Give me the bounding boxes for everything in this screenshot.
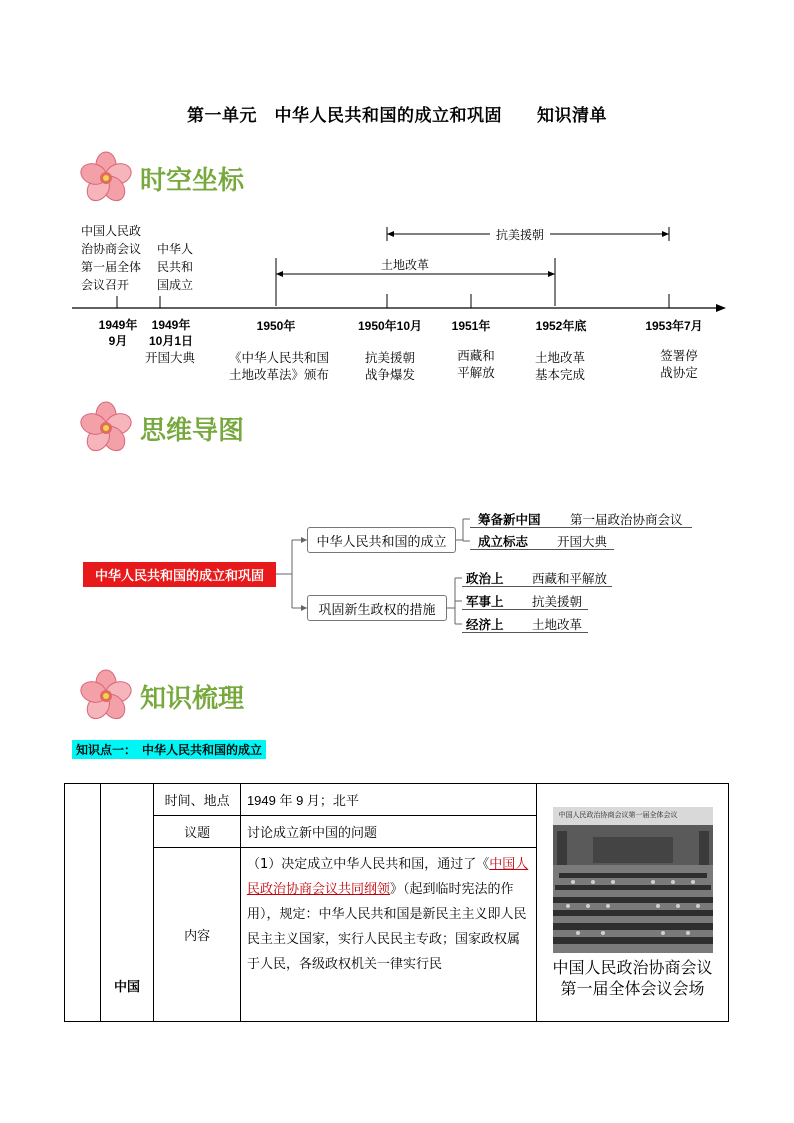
desc-line: 战协定 (660, 365, 698, 380)
event-line: 民共和 (157, 260, 194, 274)
topic-value: 讨论成立新中国的问题 (240, 816, 536, 848)
mind-map-root: 中华人民共和国的成立和巩固 (83, 562, 276, 587)
knowledge-point-label: 知识点一： 中华人民共和国的成立 (72, 740, 266, 759)
leaf-value: 抗美援朝 (532, 594, 583, 609)
leaf-value: 土地改革 (532, 617, 583, 632)
row-header: 中国 (100, 784, 154, 1022)
meeting-photo-image (553, 807, 713, 953)
photo-banner-text: 中国人民政治协商会议第一届全体会议 (558, 810, 678, 819)
desc-line: 抗美援朝 (364, 350, 415, 365)
date-1951: 1951年 (451, 319, 491, 333)
desc-line: 战争爆发 (364, 367, 415, 382)
mind-map-leaf (462, 614, 588, 633)
content-rest: 》（起到临时宪法的作用），规定：中华人民共和国是新民主主义即人民民主主义国家，实行人民民主专政；国家政权属于人民，各级政权机关一律实行民 (246, 882, 527, 972)
section-title: 思维导图 (140, 415, 245, 446)
leaf-value: 西藏和平解放 (532, 571, 608, 586)
photo-cell (537, 784, 729, 1022)
date-1953-7: 1953年7月 (645, 319, 703, 333)
desc-line: 平解放 (457, 365, 495, 380)
time-place-label: 时间、地点 (154, 784, 241, 816)
desc-line: 《中华人民共和国 (228, 350, 329, 365)
photo-caption (538, 957, 727, 999)
time-place-value: 1949 年 9 月；北平 (240, 784, 536, 816)
desc-line: 基本完成 (534, 367, 585, 382)
topic-label: 议题 (154, 816, 241, 848)
content-label: 内容 (154, 848, 241, 1022)
date-1950: 1950年 (256, 319, 296, 333)
caption-line: 中国人民政治协商会议 (552, 957, 713, 977)
range-label-war: 抗美援朝 (496, 228, 545, 242)
mind-map-leaf (462, 568, 612, 587)
leaf-key: 军事上 (466, 594, 504, 609)
leaf-value: 开国大典 (557, 534, 608, 549)
desc-line: 土地改革法》颁布 (228, 367, 329, 382)
desc-line: 土地改革 (534, 350, 585, 365)
table-row (65, 784, 729, 816)
caption-line: 第一届全体会议会场 (560, 978, 705, 998)
flower-icon (78, 668, 134, 724)
section-header-knowledge (78, 668, 244, 724)
date-line: 9月 (108, 334, 128, 348)
event-line: 中国人民政 (81, 224, 142, 238)
event-line: 第一届全体 (81, 260, 142, 274)
date-1952-end: 1952年底 (535, 319, 587, 333)
range-label-land: 土地改革 (381, 258, 430, 272)
date-line: 1949年 (98, 318, 138, 332)
leaf-key: 筹备新中国 (478, 512, 541, 527)
mind-map-branch-consolidation: 巩固新生政权的措施 (307, 595, 447, 621)
section-title: 知识梳理 (140, 683, 245, 714)
mind-map-branch-founding: 中华人民共和国的成立 (307, 527, 456, 553)
knowledge-table (64, 783, 729, 1022)
content-value (240, 848, 536, 1022)
event-line: 中华人 (157, 242, 194, 256)
content-link[interactable]: 中国人民政治协商会议共同纲领 (246, 857, 529, 897)
date-line: 1949年 (151, 318, 191, 332)
section-title: 时空坐标 (140, 165, 245, 196)
date-1950-10: 1950年10月 (357, 319, 423, 333)
desc-line: 签署停 (660, 348, 698, 363)
date-line: 10月1日 (148, 334, 194, 348)
mind-map-leaf (470, 531, 614, 550)
page-title: 第一单元 中华人民共和国的成立和巩固 知识清单 (187, 106, 607, 126)
mind-map-leaf (462, 591, 588, 610)
meeting-photo (553, 807, 713, 953)
leaf-key: 经济上 (466, 617, 504, 632)
content-prefix: （1）决定成立中华人民共和国，通过了《 (246, 857, 490, 872)
event-line: 会议召开 (81, 278, 130, 292)
desc-line: 开国大典 (144, 350, 195, 365)
leaf-key: 成立标志 (478, 534, 529, 549)
desc-line: 西藏和 (457, 348, 495, 363)
event-line: 治协商会议 (81, 242, 142, 256)
table-cell-blank (65, 784, 101, 1022)
event-line: 国成立 (157, 278, 194, 292)
mind-map-leaf (470, 509, 692, 528)
leaf-key: 政治上 (466, 571, 504, 586)
leaf-value: 第一届政治协商会议 (570, 512, 683, 527)
